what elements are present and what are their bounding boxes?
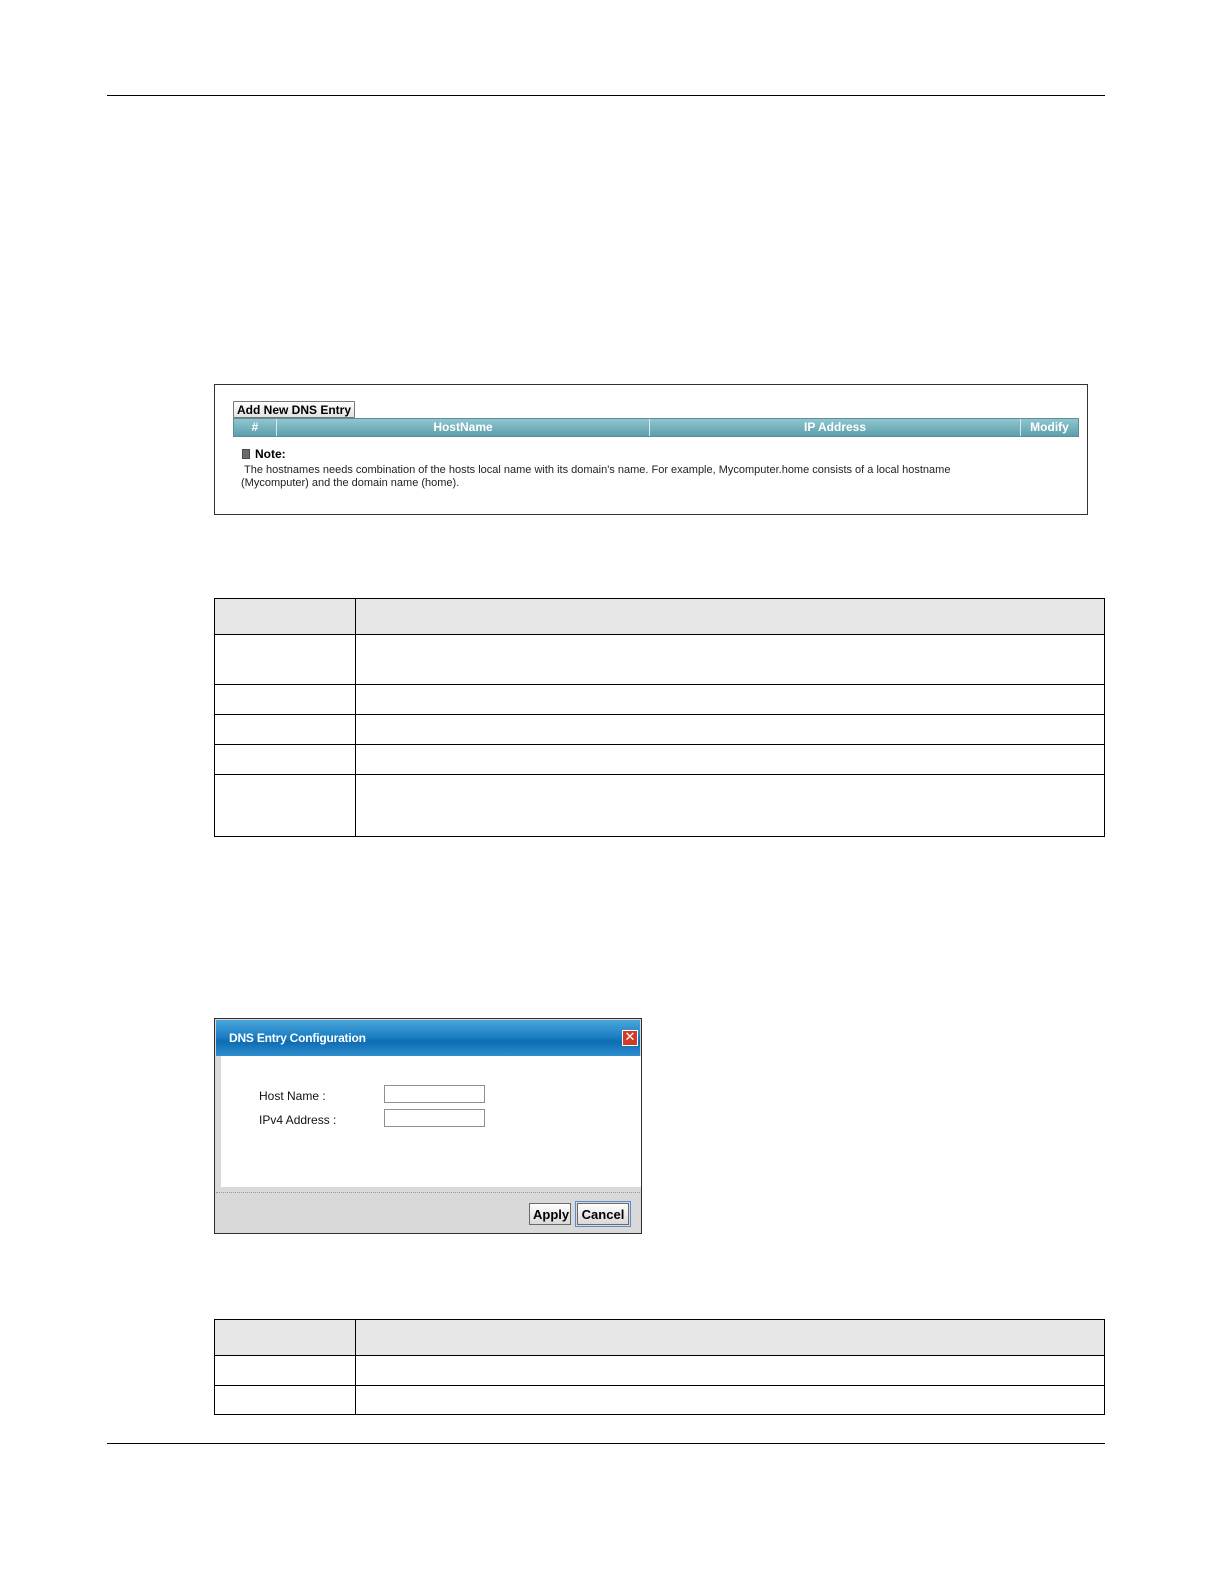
footer-rule [107, 1443, 1105, 1444]
table-row [215, 744, 1104, 774]
cancel-button[interactable]: Cancel [577, 1203, 629, 1225]
table-row [215, 684, 1104, 714]
note-title: Note: [255, 447, 286, 461]
dialog-title: DNS Entry Configuration [229, 1031, 366, 1045]
column-index: # [234, 419, 277, 436]
ipv4-address-label: IPv4 Address : [259, 1113, 337, 1127]
column-hostname: HostName [277, 419, 650, 436]
table-row [215, 634, 1104, 684]
table-row [215, 1385, 1104, 1414]
add-new-dns-entry-button[interactable]: Add New DNS Entry [233, 401, 355, 418]
table-row [215, 774, 1104, 836]
table-header-row [215, 1320, 1104, 1355]
dns-entry-configuration-dialog [214, 1018, 642, 1234]
dialog-body [221, 1056, 641, 1187]
host-name-input[interactable] [384, 1085, 485, 1103]
dialog-titlebar [216, 1020, 640, 1056]
column-ip-address: IP Address [650, 419, 1021, 436]
table-header-row [215, 599, 1104, 634]
ipv4-address-input[interactable] [384, 1109, 485, 1127]
table-row [215, 714, 1104, 744]
field-description-table-2 [214, 1319, 1105, 1415]
field-description-table-1 [214, 598, 1105, 837]
apply-button[interactable]: Apply [529, 1203, 571, 1225]
host-name-label: Host Name : [259, 1089, 326, 1103]
dns-entry-panel [214, 384, 1088, 515]
dialog-footer-divider [216, 1192, 640, 1193]
column-modify: Modify [1030, 420, 1069, 434]
close-icon[interactable]: ✕ [622, 1030, 638, 1046]
header-rule [107, 95, 1105, 96]
table-row [215, 1355, 1104, 1385]
document-icon [242, 449, 250, 459]
note-text: The hostnames needs combination of the hosts local name with its domain's name. For example, Mycomputer.home consists of a local hostname (Mycomputer) and the domain name (home). [241, 464, 951, 489]
dns-table-header [233, 418, 1079, 437]
